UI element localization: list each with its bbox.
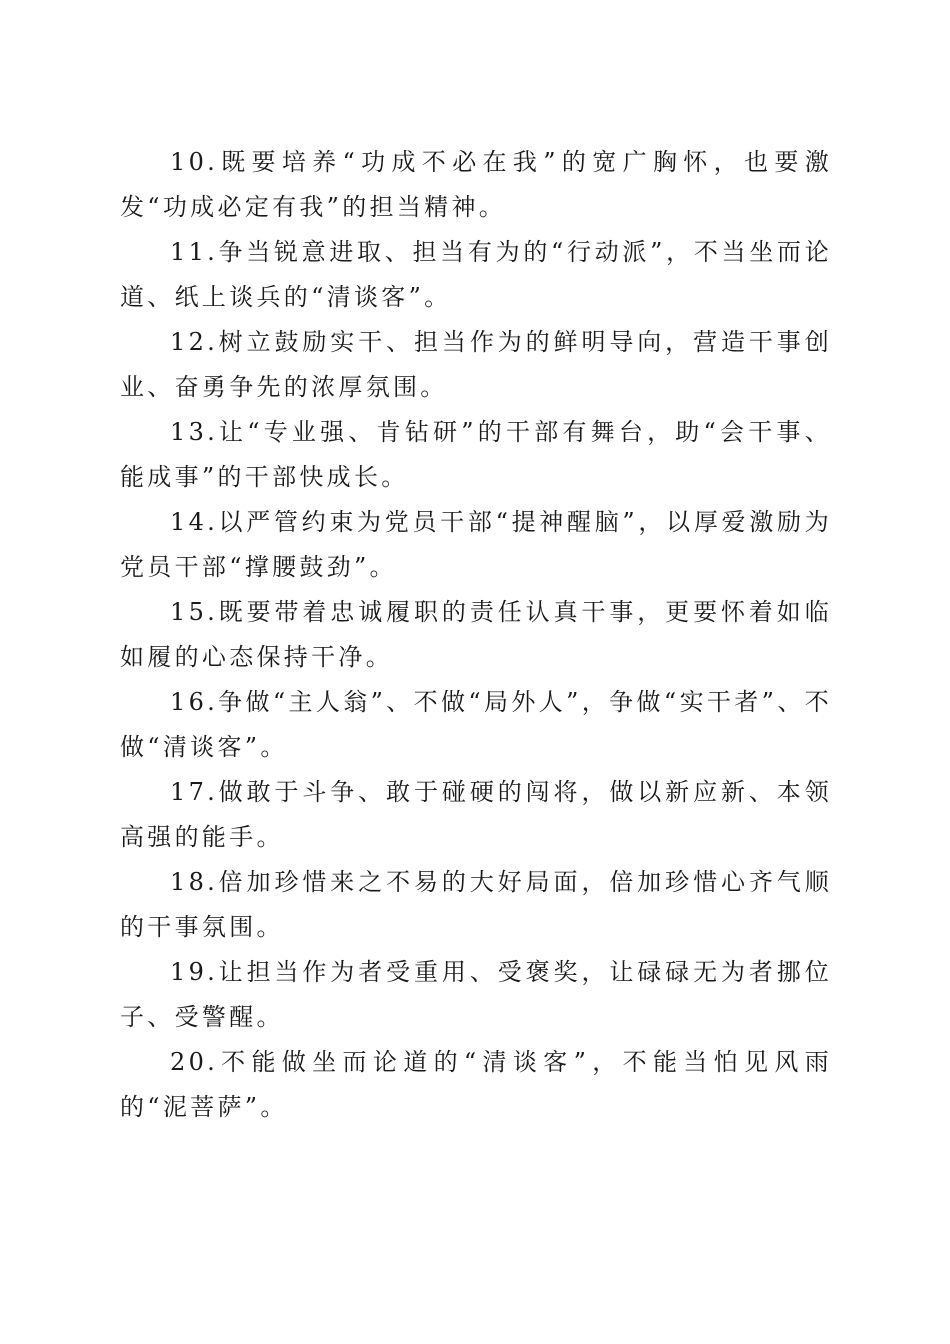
list-item: 10.既要培养“功成不必在我”的宽广胸怀，也要激发“功成必定有我”的担当精神。: [120, 148, 832, 221]
list-item: 16.争做“主人翁”、不做“局外人”，争做“实干者”、不做“清谈客”。: [120, 688, 832, 761]
list-item: 11.争当锐意进取、担当有为的“行动派”，不当坐而论道、纸上谈兵的“清谈客”。: [120, 238, 832, 311]
list-item: 15.既要带着忠诚履职的责任认真干事，更要怀着如临如履的心态保持干净。: [120, 598, 832, 671]
list-item: 18.倍加珍惜来之不易的大好局面，倍加珍惜心齐气顺的干事氛围。: [120, 868, 832, 941]
list-item: 14.以严管约束为党员干部“提神醒脑”，以厚爱激励为党员干部“撑腰鼓劲”。: [120, 508, 832, 581]
document-body: [120, 140, 832, 1130]
list-item: 12.树立鼓励实干、担当作为的鲜明导向，营造干事创业、奋勇争先的浓厚氛围。: [120, 328, 832, 401]
list-item: 19.让担当作为者受重用、受褒奖，让碌碌无为者挪位子、受警醒。: [120, 958, 832, 1031]
list-item: 13.让“专业强、肯钻研”的干部有舞台，助“会干事、能成事”的干部快成长。: [120, 418, 832, 491]
list-item: 20.不能做坐而论道的“清谈客”，不能当怕见风雨的“泥菩萨”。: [120, 1048, 832, 1121]
list-item: 17.做敢于斗争、敢于碰硬的闯将，做以新应新、本领高强的能手。: [120, 778, 832, 851]
